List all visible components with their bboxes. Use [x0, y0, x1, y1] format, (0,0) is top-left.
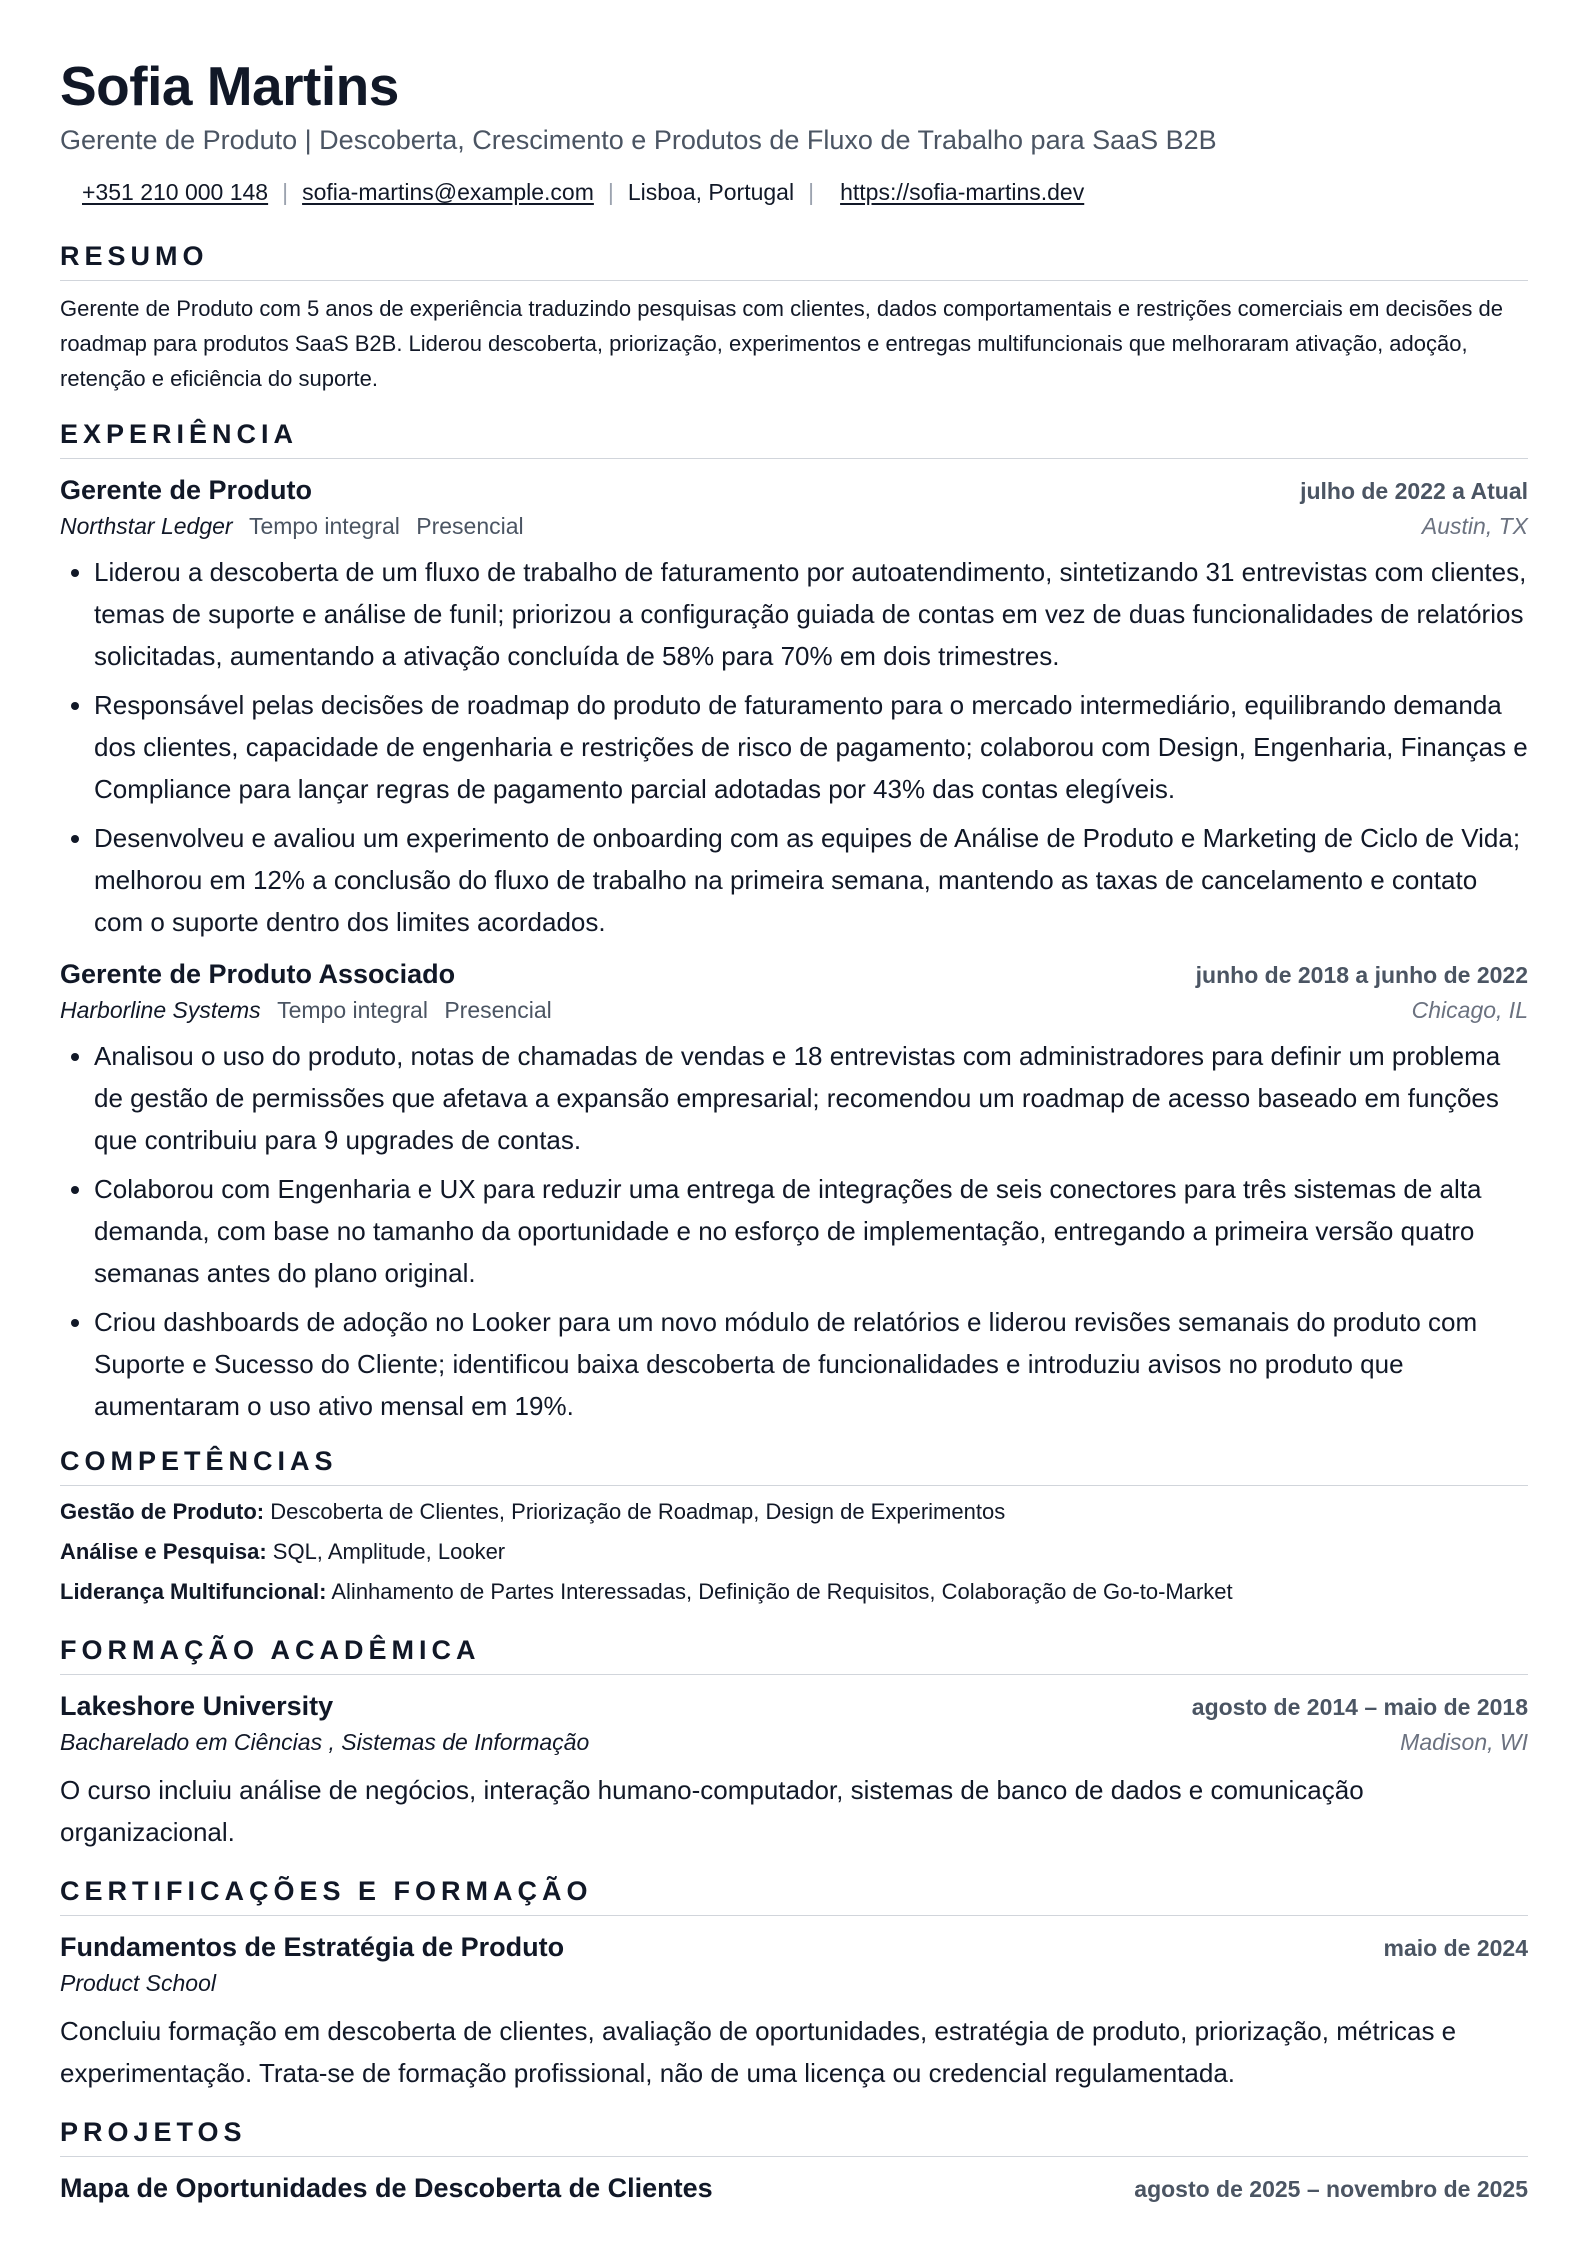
list-item: • Criou dashboards de adoção no Looker para um novo módulo de relatórios e liderou revisões semanais do produto com Suporte e Sucesso do Cliente; identificou baixa descoberta de funcionalidades e introduziu avisos no produto que aumentaram o uso ativo mensal em 19%.: [94, 1301, 1528, 1427]
work-mode: Presencial: [416, 513, 524, 539]
skill-row: [60, 1572, 1528, 1612]
candidate-name: Sofia Martins: [60, 55, 399, 117]
certification-issuer: Product School: [60, 1970, 216, 1996]
skill-row: [60, 1492, 1528, 1532]
list-item: • Responsável pelas decisões de roadmap do produto de faturamento para o mercado intermediário, equilibrando demanda dos clientes, capacidade de engenharia e restrições de risco de pagamento; colaborou com Design, Engenharia, Finanças e Compliance para lançar regras de pagamento parcial adotadas por 43% das contas elegíveis.: [94, 684, 1528, 810]
section-title-certifications: CERTIFICAÇÕES E FORMAÇÃO: [60, 1873, 1528, 1916]
phone-link[interactable]: +351 210 000 148: [82, 179, 269, 205]
employment-type: Tempo integral: [248, 513, 400, 539]
education-description: O curso incluiu análise de negócios, interação humano-computador, sistemas de banco de dados e comunicação organizacional.: [60, 1775, 1364, 1847]
company-name: Harborline Systems: [60, 997, 261, 1023]
section-title-projects: PROJETOS: [60, 2114, 1528, 2157]
project-title: Mapa de Oportunidades de Descoberta de Clientes: [60, 2173, 713, 2203]
website-link[interactable]: https://sofia-martins.dev: [840, 179, 1085, 205]
skill-value: SQL, Amplitude, Looker: [272, 1539, 506, 1564]
project-entry: [60, 2169, 1528, 2207]
skill-value: Alinhamento de Partes Interessadas, Definição de Requisitos, Colaboração de Go-to-Market: [331, 1579, 1233, 1604]
list-item: • Colaborou com Engenharia e UX para reduzir uma entrega de integrações de seis conectores para três sistemas de alta demanda, com base no tamanho da oportunidade e no esforço de implementação, entregando a primeira versão quatro semanas antes do plano original.: [94, 1168, 1528, 1294]
job-date: julho de 2022 a Atual: [1300, 478, 1528, 504]
skill-value: Descoberta de Clientes, Priorização de Roadmap, Design de Experimentos: [270, 1499, 1006, 1524]
skill-label: Gestão de Produto:: [60, 1499, 265, 1524]
project-date: agosto de 2025 – novembro de 2025: [1134, 2176, 1528, 2202]
school-name: Lakeshore University: [60, 1691, 334, 1721]
company-name: Northstar Ledger: [60, 513, 233, 539]
summary-text: Gerente de Produto com 5 anos de experiência traduzindo pesquisas com clientes, dados comportamentais e restrições comerciais em decisões de roadmap para produtos SaaS B2B. Liderou descoberta, priorização, experimentos e entregas multifuncionais que melhoraram ativação, adoção, retenção e eficiência do suporte.: [60, 296, 1503, 391]
experience-entry: [60, 471, 1528, 943]
certification-description: Concluiu formação em descoberta de clientes, avaliação de oportunidades, estratégia de produto, priorização, métricas e experimentação. Trata-se de formação profissional, não de uma licença ou credencial regulamentada.: [60, 2016, 1457, 2088]
list-item: • Analisou o uso do produto, notas de chamadas de vendas e 18 entrevistas com administradores para definir um problema de gestão de permissões que afetava a expansão empresarial; recomendou um roadmap de acesso baseado em funções que contribuiu para 9 upgrades de contas.: [94, 1035, 1528, 1161]
location-text: Lisboa, Portugal: [627, 179, 795, 205]
section-title-education: FORMAÇÃO ACADÊMICA: [60, 1632, 1528, 1675]
list-item: • Liderou a descoberta de um fluxo de trabalho de faturamento por autoatendimento, sintetizando 31 entrevistas com clientes, temas de suporte e análise de funil; priorizou a configuração guiada de contas em vez de duas funcionalidades de relatórios solicitadas, aumentando a ativação concluída de 58% para 70% em dois trimestres.: [94, 551, 1528, 677]
certification-date: maio de 2024: [1383, 1935, 1528, 1961]
candidate-headline: Gerente de Produto | Descoberta, Crescimento e Produtos de Fluxo de Trabalho para SaaS B2B: [60, 125, 1217, 155]
education-date: agosto de 2014 – maio de 2018: [1191, 1694, 1528, 1720]
skill-label: Análise e Pesquisa:: [60, 1539, 267, 1564]
job-bullets: [60, 1035, 1528, 1427]
skill-row: [60, 1532, 1528, 1572]
skills-list: [60, 1492, 1528, 1612]
education-location: Madison, WI: [1400, 1729, 1528, 1755]
section-title-summary: RESUMO: [60, 238, 1528, 281]
contact-separator: |: [282, 179, 289, 205]
list-item: • Desenvolveu e avaliou um experimento de onboarding com as equipes de Análise de Produto e Marketing de Ciclo de Vida; melhorou em 12% a conclusão do fluxo de trabalho na primeira semana, mantendo as taxas de cancelamento e contato com o suporte dentro dos limites acordados.: [94, 817, 1528, 943]
certification-entry: [60, 1928, 1528, 2094]
job-title: Gerente de Produto: [60, 475, 313, 505]
work-mode: Presencial: [444, 997, 552, 1023]
job-location: Austin, TX: [1421, 513, 1528, 539]
email-link[interactable]: sofia-martins@example.com: [302, 179, 594, 205]
degree-name: Bacharelado em Ciências , Sistemas de Informação: [60, 1729, 590, 1755]
job-bullets: [60, 551, 1528, 943]
job-title: Gerente de Produto Associado: [60, 959, 456, 989]
contact-separator: |: [607, 179, 614, 205]
skill-label: Liderança Multifuncional:: [60, 1579, 327, 1604]
contact-separator: |: [808, 179, 815, 205]
section-title-experience: EXPERIÊNCIA: [60, 416, 1528, 459]
experience-entry: [60, 955, 1528, 1427]
contact-line: [82, 176, 1528, 208]
section-title-skills: COMPETÊNCIAS: [60, 1443, 1528, 1486]
certification-title: Fundamentos de Estratégia de Produto: [60, 1932, 565, 1962]
employment-type: Tempo integral: [277, 997, 428, 1023]
job-date: junho de 2018 a junho de 2022: [1195, 962, 1528, 988]
education-entry: [60, 1687, 1528, 1853]
job-location: Chicago, IL: [1411, 997, 1528, 1023]
